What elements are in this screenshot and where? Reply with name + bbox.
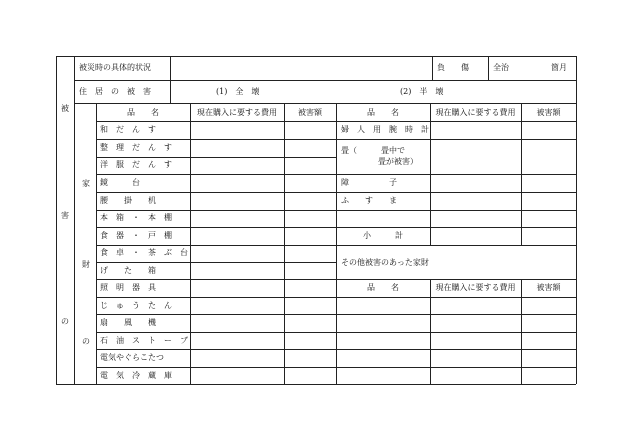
residence-damage-label: 住 居 の 被 害	[79, 87, 151, 96]
left-col-divider-1	[190, 103, 191, 384]
left-item: 扇 風 機	[100, 318, 156, 327]
left-item: 和 だ ん す	[100, 125, 156, 134]
left-row-line	[96, 297, 336, 298]
left-row-line	[96, 262, 336, 263]
left-item: 食 器 ・ 戸 棚	[100, 231, 172, 240]
inner-label-divider	[96, 103, 97, 384]
left-item: 食 卓 ・ 茶 ぶ 台	[100, 248, 188, 257]
left-row-line	[96, 192, 336, 193]
right-row-line	[336, 227, 576, 228]
right-row-line	[336, 245, 576, 246]
right-subtotal: 小 計	[363, 231, 403, 240]
right-row-line	[336, 367, 576, 368]
left-item: 電気やぐらこたつ	[100, 353, 164, 362]
left-item: 本 箱 ・ 本 棚	[100, 213, 172, 222]
right-item-tatami-line2: 畳が被害）	[378, 157, 418, 166]
frame-top	[56, 56, 576, 57]
left-header-item: 品 名	[127, 108, 159, 117]
right-row-line	[336, 174, 576, 175]
left-item: 電 気 冷 蔵 庫	[100, 371, 172, 380]
right-item-watch: 婦 人 用 腕 時 計	[341, 125, 429, 134]
left-row-line	[96, 210, 336, 211]
left-item: 照 明 器 具	[100, 283, 156, 292]
inner-side-label-3: の	[82, 337, 90, 346]
left-row-line	[96, 245, 336, 246]
outer-label-divider	[74, 56, 75, 384]
injury-divider-2	[488, 56, 489, 80]
right-item-fusuma: ふ す ま	[341, 196, 397, 205]
left-row-line	[96, 367, 336, 368]
left-item: 鏡 台	[100, 178, 140, 187]
left-row-line	[96, 332, 336, 333]
center-divider	[336, 103, 337, 384]
right-item-shoji: 障 子	[341, 178, 397, 187]
left-item: げ た 箱	[100, 266, 156, 275]
right-row-line	[336, 279, 576, 280]
left-row-line	[96, 314, 336, 315]
left-row-line	[96, 139, 336, 140]
right-header-item: 品 名	[367, 108, 399, 117]
right-row-line	[336, 192, 576, 193]
inner-side-label-2: 財	[82, 260, 90, 269]
row-line-2	[74, 103, 576, 104]
left-row-line	[96, 121, 336, 122]
left-item: じ ゅ う た ん	[100, 301, 172, 310]
left-item: 腰 掛 机	[100, 196, 156, 205]
right-other-damaged-label: その他被害のあった家財	[341, 258, 429, 267]
right-lower-header-cost: 現在購入に要する費用	[435, 283, 516, 292]
frame-bottom	[56, 384, 576, 385]
right-item-tatami-line1: 畳（ 畳中で	[341, 146, 405, 155]
left-header-damage: 被害額	[298, 108, 322, 117]
right-header-damage: 被害額	[536, 108, 561, 117]
left-row-line	[96, 349, 336, 350]
situation-label-divider	[170, 56, 171, 103]
row-line-1	[74, 80, 576, 81]
disaster-situation-label: 被災時の具体的状況	[79, 63, 151, 72]
right-header-cost: 現在購入に要する費用	[435, 108, 516, 117]
outer-side-label-3: の	[61, 317, 69, 326]
right-lower-header-damage: 被害額	[536, 283, 561, 292]
residence-option-half: (2) 半 壊	[400, 87, 444, 96]
left-row-line	[96, 227, 336, 228]
left-row-line	[96, 279, 336, 280]
left-row-line	[96, 157, 336, 158]
left-item: 洋 服 だ ん す	[100, 160, 172, 169]
right-row-line	[336, 332, 576, 333]
right-row-line	[336, 314, 576, 315]
injury-label: 負 傷	[437, 63, 469, 72]
injury-divider-1	[432, 56, 433, 80]
right-row-line	[336, 121, 576, 122]
months-label: 箇月	[551, 63, 567, 72]
right-row-line	[336, 139, 576, 140]
right-row-line	[336, 349, 576, 350]
inner-side-label-1: 家	[82, 179, 90, 188]
outer-side-label-1: 被	[61, 104, 69, 113]
frame-right	[576, 56, 577, 384]
left-header-cost: 現在購入に要する費用	[197, 108, 277, 117]
right-row-line	[336, 210, 576, 211]
left-col-divider-2	[284, 103, 285, 384]
right-row-line	[336, 297, 576, 298]
residence-option-total: (1) 全 壊	[216, 87, 260, 96]
full-cure-label: 全治	[493, 63, 509, 72]
frame-left	[56, 56, 57, 384]
outer-side-label-2: 害	[61, 211, 69, 220]
right-lower-header-item: 品 名	[367, 283, 399, 292]
left-row-line	[96, 174, 336, 175]
left-item: 石 油 ス ト ー ブ	[100, 336, 188, 345]
left-item: 整 理 だ ん す	[100, 143, 172, 152]
